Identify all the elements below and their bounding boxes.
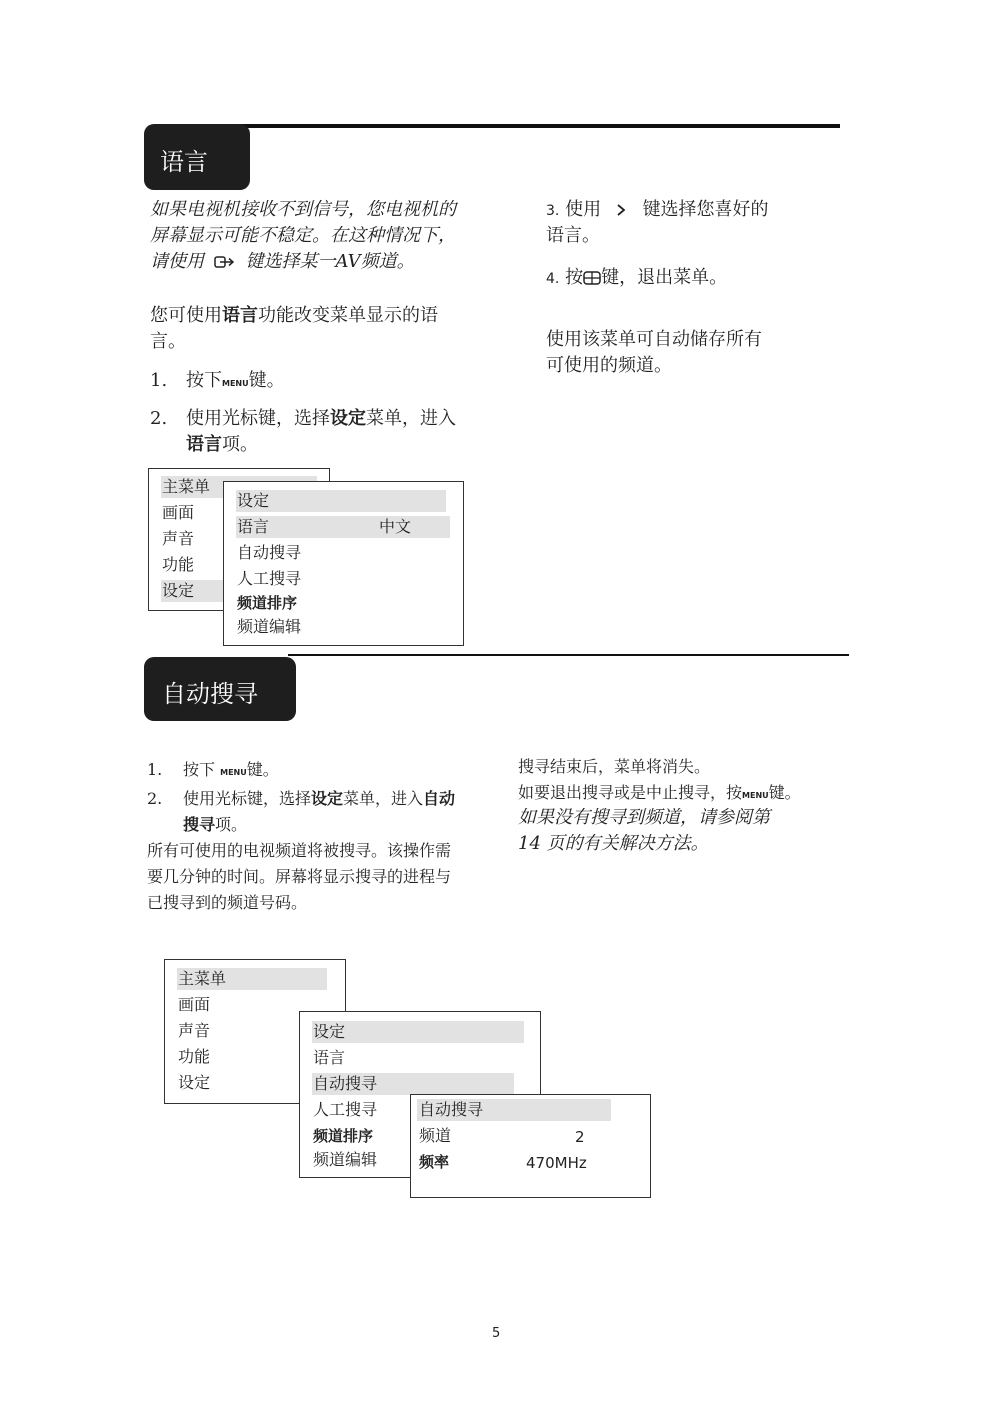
intro-line-2: 言。 xyxy=(150,331,186,352)
auto-note-1: 如果没有搜寻到频道，请参阅第 xyxy=(518,807,770,828)
frequency-value: 470MHz xyxy=(526,1154,587,1172)
note-line-2: 屏幕显示可能不稳定。在这种情况下， xyxy=(150,225,456,246)
main-menu-item[interactable]: 声音 xyxy=(162,529,195,548)
main-menu-item[interactable]: 功能 xyxy=(178,1047,211,1066)
step-3-cont: 语言。 xyxy=(546,225,600,246)
frequency-label: 频率 xyxy=(419,1153,450,1171)
auto-para-2: 要几分钟的时间。屏幕将显示搜寻的进程与 xyxy=(147,867,452,886)
setup-menu-item[interactable]: 人工搜寻 xyxy=(313,1100,378,1119)
section-title-language xyxy=(144,124,250,190)
section-rule-top xyxy=(240,124,840,128)
auto-step-2-cont: 搜寻项。 xyxy=(183,815,248,834)
note-line-3: 请使用 键选择某一AV频道。 xyxy=(150,251,415,272)
main-menu-title: 主菜单 xyxy=(178,969,227,988)
setup-menu-title: 设定 xyxy=(237,491,270,510)
note-line-1: 如果电视机接收不到信号，您电视机的 xyxy=(150,199,456,220)
setup-menu-item[interactable]: 频道编辑 xyxy=(237,617,302,636)
page-number: 5 xyxy=(492,1326,501,1341)
step-3: 3. 使用 键选择您喜好的 xyxy=(546,199,769,220)
auto-step-1: 1. 按下 MENU键。 xyxy=(147,760,279,779)
intro-line-1: 您可使用语言功能改变菜单显示的语 xyxy=(150,305,438,326)
section-rule-mid xyxy=(288,654,849,656)
menu-key-icon: MENU xyxy=(220,768,247,777)
menu-key-icon: MENU xyxy=(222,379,249,388)
language-value: 中文 xyxy=(379,517,412,536)
channel-label: 频道 xyxy=(419,1126,452,1145)
step-4: 4. 按 键，退出菜单。 xyxy=(546,267,728,288)
section-title-text: 语言 xyxy=(160,148,208,176)
menu-key-icon: MENU xyxy=(742,791,769,800)
auto-intro-line-2: 可使用的频道。 xyxy=(546,355,672,376)
channel-value: 2 xyxy=(575,1128,585,1146)
setup-menu-item[interactable]: 自动搜寻 xyxy=(237,543,302,562)
setup-menu-title: 设定 xyxy=(313,1022,346,1041)
av-input-icon xyxy=(214,255,236,269)
auto-note-2: 14 页的有关解决方法。 xyxy=(518,833,709,854)
setup-menu-item[interactable]: 人工搜寻 xyxy=(237,569,302,588)
main-menu-item[interactable]: 画面 xyxy=(178,995,211,1014)
main-menu-item[interactable]: 功能 xyxy=(162,555,195,574)
auto-para-3: 已搜寻到的频道号码。 xyxy=(147,893,308,912)
setup-menu-item[interactable]: 频道排序 xyxy=(313,1127,374,1145)
auto-search-title: 自动搜寻 xyxy=(419,1100,484,1119)
setup-menu-item[interactable]: 语言 xyxy=(237,517,270,536)
step-1: 1. 按下MENU键。 xyxy=(150,370,285,391)
auto-para-1: 所有可使用的电视频道将被搜寻。该操作需 xyxy=(147,841,452,860)
section-title-text: 自动搜寻 xyxy=(162,680,258,708)
main-menu-item[interactable]: 声音 xyxy=(178,1021,211,1040)
setup-menu-item[interactable]: 语言 xyxy=(313,1048,346,1067)
section-title-auto-search xyxy=(144,657,296,721)
main-menu-item[interactable]: 设定 xyxy=(162,581,195,600)
exit-key-icon xyxy=(583,271,601,285)
setup-menu-box xyxy=(223,481,464,646)
main-menu-item[interactable]: 画面 xyxy=(162,503,195,522)
main-menu-title: 主菜单 xyxy=(162,477,211,496)
auto-search-menu-box xyxy=(410,1094,651,1198)
right-arrow-icon xyxy=(611,203,633,217)
auto-right-2: 如要退出搜寻或是中止搜寻，按MENU键。 xyxy=(518,783,801,802)
step-2: 2. 使用光标键，选择设定菜单，进入 xyxy=(150,408,456,429)
auto-intro-line-1: 使用该菜单可自动储存所有 xyxy=(546,329,762,350)
step-2-cont: 语言项。 xyxy=(186,434,258,455)
auto-step-2: 2. 使用光标键，选择设定菜单，进入自动 xyxy=(147,789,456,808)
setup-menu-item[interactable]: 自动搜寻 xyxy=(313,1074,378,1093)
auto-right-1: 搜寻结束后，菜单将消失。 xyxy=(518,757,711,776)
setup-menu-item[interactable]: 频道排序 xyxy=(237,594,298,612)
main-menu-item[interactable]: 设定 xyxy=(178,1073,211,1092)
setup-menu-item[interactable]: 频道编辑 xyxy=(313,1150,378,1169)
